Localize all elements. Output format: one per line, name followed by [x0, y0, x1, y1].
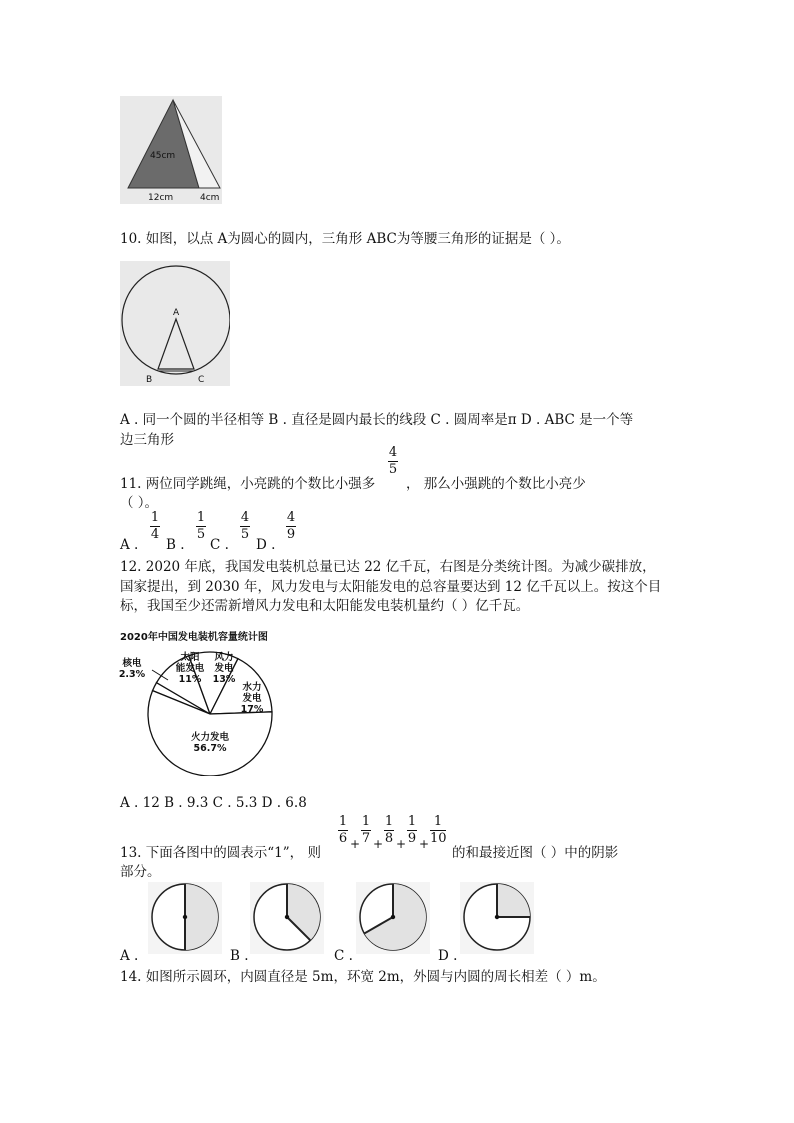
triangle-label-inner: 45cm: [150, 151, 176, 161]
q11-option-d-frac: [286, 511, 296, 542]
q11-option-c-den: 5: [240, 527, 250, 542]
q11-blank: （ ）。: [120, 495, 159, 511]
q13-circle-figure: [356, 882, 430, 954]
q13-option-c: C .: [334, 948, 353, 964]
pie-slice-name-label: 水力: [242, 682, 262, 693]
pie-slice-value-label: 17%: [240, 704, 264, 715]
point-b-label: B: [146, 375, 153, 385]
plus-sign: +: [419, 837, 430, 851]
triangle-label-base: 12cm: [148, 193, 174, 203]
triangle-diagram: [120, 96, 222, 204]
q11-option-b-frac: [196, 511, 206, 542]
q11-option-a-frac: [150, 511, 160, 542]
q11-option-d-den: 9: [286, 527, 296, 542]
q10-options-line2: 边三角形: [120, 432, 174, 448]
q13-fraction: 1 10: [430, 814, 447, 846]
q13-circle-options: [120, 882, 560, 954]
q11-stem-after: ， 那么小强跳的个数比小亮少: [406, 476, 586, 492]
pie-slice-value-label: 11%: [178, 674, 202, 685]
q11-option-a-letter: A .: [120, 537, 139, 553]
pie-slice-value-label: 13%: [212, 674, 236, 685]
q13-circle-figure: [250, 882, 324, 954]
plus-sign: +: [396, 837, 407, 851]
q11-option-c-num: 4: [240, 510, 250, 525]
q13-circle-figure: [148, 882, 222, 954]
q13-stem-before: 13. 下面各图中的圆表示“1”， 则: [120, 845, 321, 861]
q12-options: A . 12 B . 9.3 C . 5.3 D . 6.8: [120, 795, 307, 811]
pie-chart: [118, 628, 293, 776]
pie-slice-name-label: 能发电: [175, 663, 205, 674]
q11-option-d-num: 4: [286, 510, 296, 525]
q13-option-d: D .: [438, 948, 458, 964]
pie-slice-name-label: 风力: [214, 652, 234, 663]
q10-options-line1: A . 同一个圆的半径相等 B . 直径是圆内最长的线段 C . 圆周率是π D . ABC 是一个等: [120, 412, 634, 428]
chart-title: 2020年中国发电装机容量统计图: [120, 632, 268, 643]
pie-slice-value-label: 56.7%: [193, 743, 227, 754]
pie-slice-name-label: 火力发电: [190, 732, 230, 743]
q13-option-a: A .: [120, 948, 139, 964]
point-c-label: C: [198, 375, 205, 385]
pie-slice-name-label: 太阳: [180, 652, 200, 663]
q13-fraction: 1 7: [361, 814, 371, 846]
q11-stem-before: 11. 两位同学跳绳，小亮跳的个数比小强多: [120, 476, 376, 492]
q13-fraction: 1 8: [384, 814, 394, 846]
q12-line3: 标，我国至少还需新增风力发电和太阳能发电装机量约（ ）亿千瓦。: [120, 598, 530, 614]
pie-slice-name-label: 发电: [214, 663, 234, 674]
q13-fraction: 1 9: [407, 814, 417, 846]
q11-option-a-den: 4: [150, 527, 160, 542]
q11-option-b-den: 5: [196, 527, 206, 542]
q14-stem: 14. 如图所示圆环，内圆直径是 5m，环宽 2m，外圆与内圆的周长相差（ ）m。: [120, 969, 606, 985]
q13-circle-figure: [460, 882, 534, 954]
plus-sign: +: [373, 837, 384, 851]
q10-stem: 10. 如图，以点 A为圆心的圆内，三角形 ABC为等腰三角形的证据是（ ）。: [120, 231, 570, 247]
pie-slice-name-label: 发电: [242, 693, 262, 704]
q11-option-b-num: 1: [196, 510, 206, 525]
pie-slice-name-label: 核电: [122, 658, 142, 669]
q11-frac-num: 4: [388, 445, 398, 460]
q13-option-b: B .: [230, 948, 249, 964]
q12-line1: 12. 2020 年底，我国发电装机总量已达 22 亿千瓦，右图是分类统计图。为减少碳排放，: [120, 559, 656, 575]
q11-option-a-num: 1: [150, 510, 160, 525]
q11-option-c-frac: [240, 511, 250, 542]
circle-diagram: [120, 261, 230, 386]
q12-line2: 国家提出，到 2030 年，风力发电与太阳能发电的总容量要达到 12 亿千瓦以上。按这个目: [120, 579, 662, 595]
q11-option-c-letter: C .: [210, 537, 229, 553]
q11-fraction: [388, 446, 398, 477]
triangle-label-right: 4cm: [200, 193, 220, 203]
circle-figure: [120, 261, 230, 386]
q11-option-b-letter: B .: [166, 537, 185, 553]
plus-sign: +: [350, 837, 361, 851]
q13-stem-after: 的和最接近图（ ）中的阴影: [452, 845, 619, 861]
q13-fraction: 1 6: [338, 814, 348, 846]
q13-line2: 部分。: [120, 864, 161, 880]
point-a-label: A: [173, 308, 180, 318]
q11-option-d-letter: D .: [256, 537, 276, 553]
q11-frac-den: 5: [388, 462, 398, 477]
pie-slice-value-label: 2.3%: [118, 669, 146, 680]
pie-svg: [118, 628, 293, 776]
triangle-figure: [120, 96, 222, 204]
